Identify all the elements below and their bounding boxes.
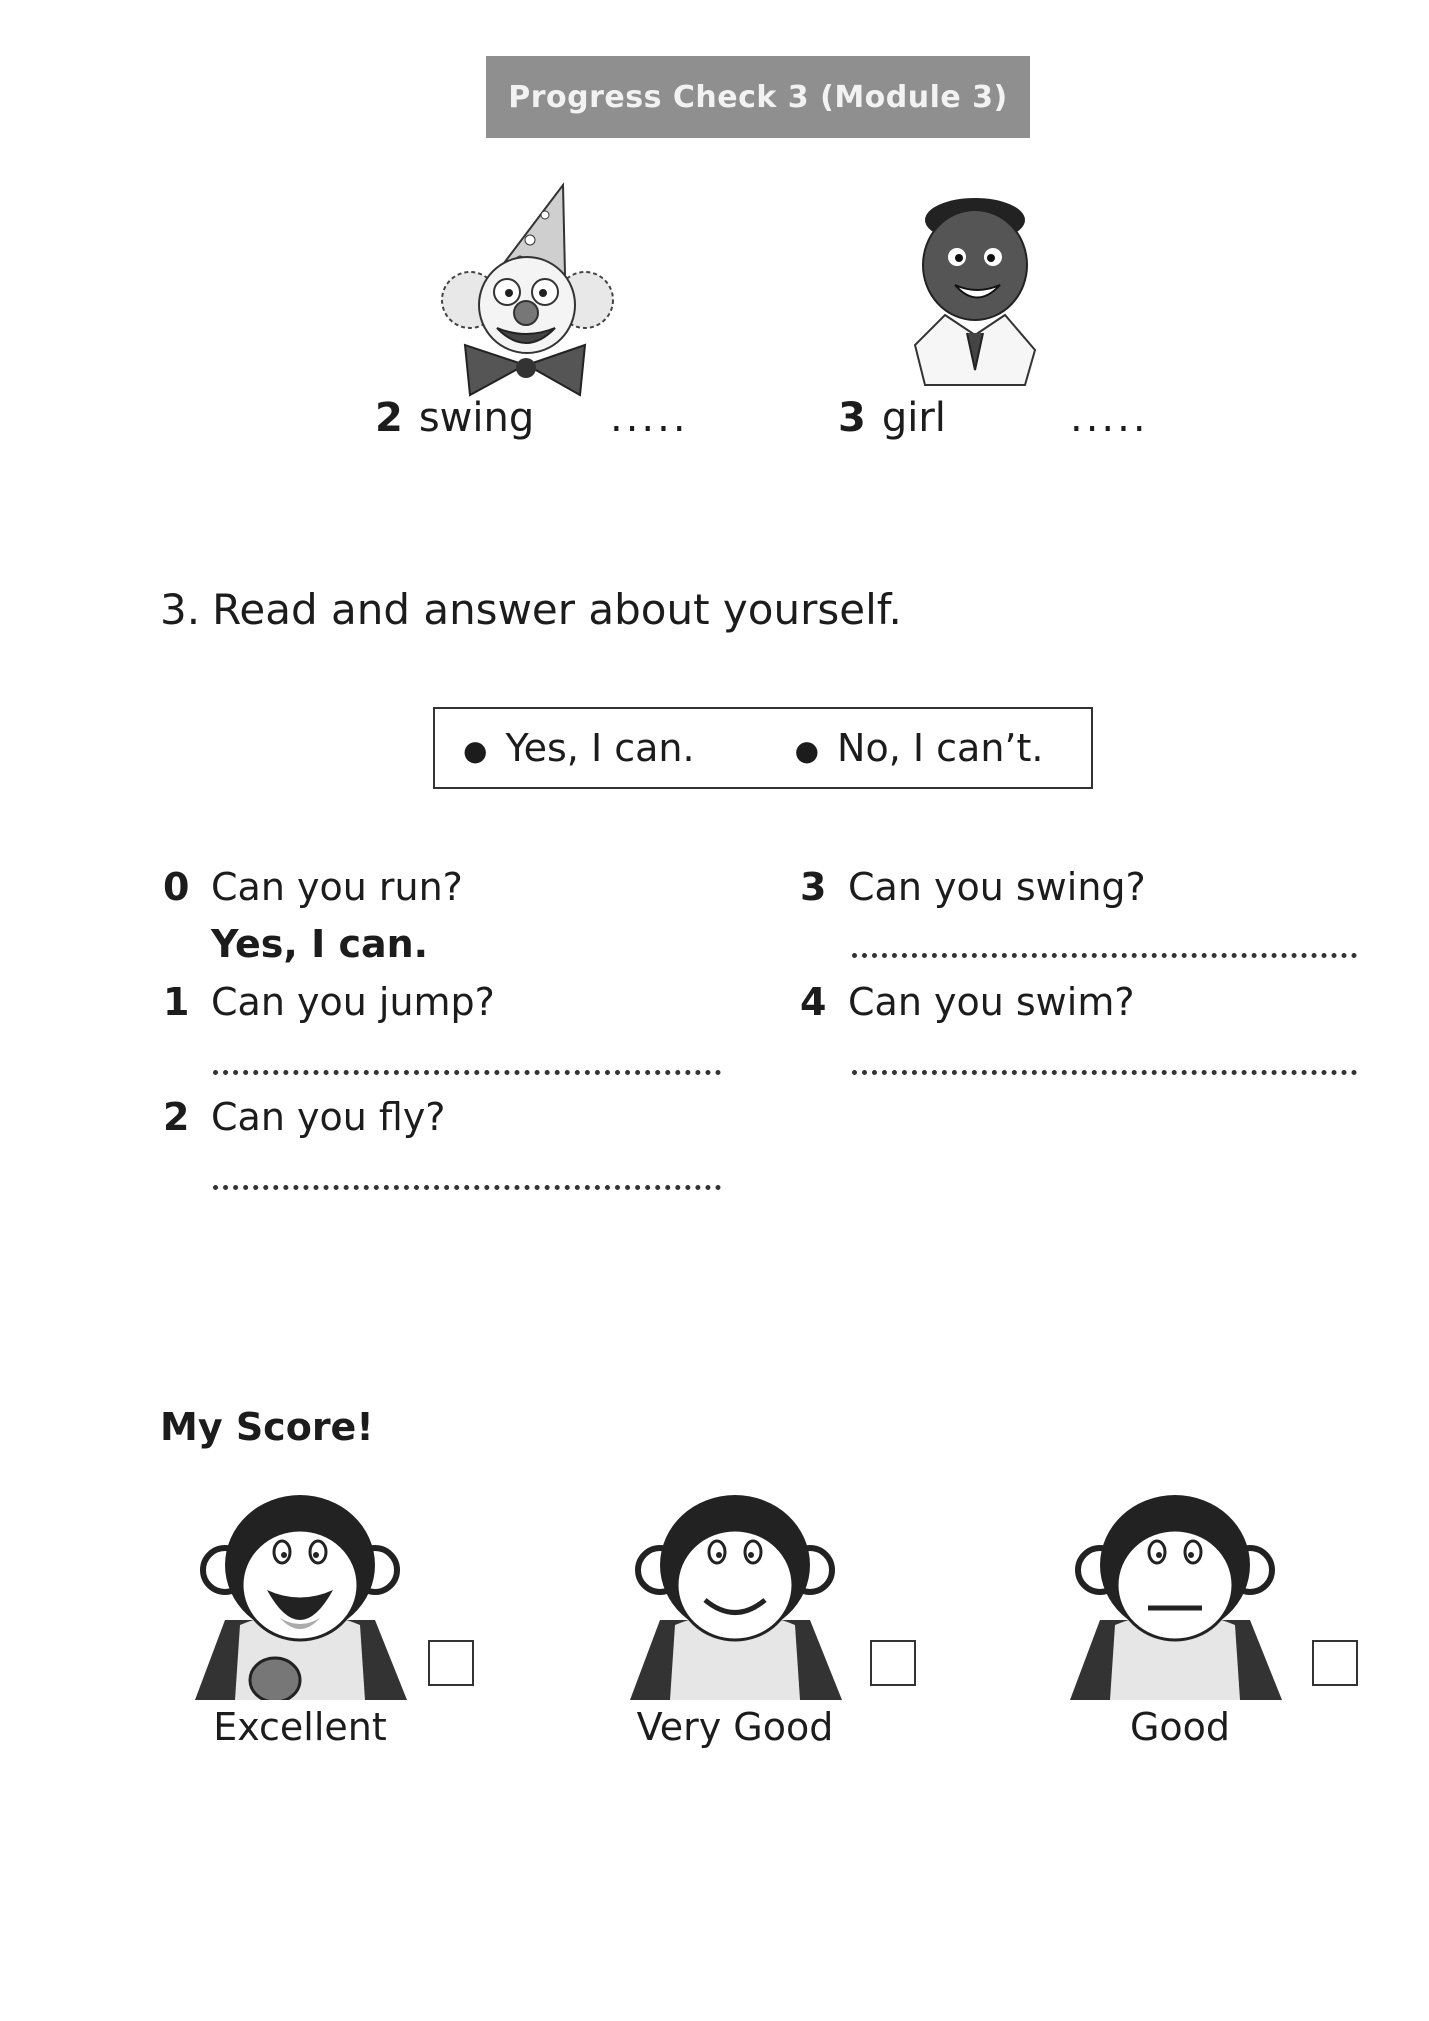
answer-option-no (795, 726, 1044, 770)
picture-answer-dots: ..... (1070, 395, 1149, 441)
score-checkbox-good[interactable] (1312, 1640, 1358, 1686)
question-number: 4 (800, 980, 827, 1024)
question-2-answer-line[interactable] (213, 1185, 721, 1190)
task-3-title (160, 585, 902, 634)
bullet-icon: ● (463, 734, 488, 767)
picture-label-girl (838, 395, 946, 441)
question-0 (163, 865, 463, 909)
question-text: Can you swim? (848, 980, 1135, 1024)
score-checkbox-very-good[interactable] (870, 1640, 916, 1686)
monkey-very-good-icon (620, 1490, 850, 1700)
question-number: 2 (163, 1095, 190, 1139)
question-4-answer-line[interactable] (852, 1070, 1357, 1075)
picture-number: 3 (838, 395, 866, 441)
question-text: Can you jump? (211, 980, 495, 1024)
question-text: Can you run? (211, 865, 463, 909)
question-1 (163, 980, 495, 1024)
task-number: 3. (160, 585, 201, 634)
question-3 (800, 865, 1146, 909)
answer-option-yes (463, 726, 695, 770)
header-title: Progress Check 3 (Module 3) (508, 79, 1008, 115)
score-label-very-good: Very Good (636, 1705, 834, 1749)
answer-option-text: Yes, I can. (505, 726, 695, 770)
picture-answer-dots: ..... (610, 395, 689, 441)
picture-word: swing (418, 395, 535, 441)
picture-word: girl (881, 395, 946, 441)
score-label-good: Good (1129, 1705, 1231, 1749)
answer-option-text: No, I can’t. (837, 726, 1044, 770)
picture-number: 2 (375, 395, 403, 441)
score-label-excellent: Excellent (213, 1705, 387, 1749)
question-1-answer-line[interactable] (213, 1070, 721, 1075)
progress-check-header (486, 56, 1030, 138)
question-text: Can you fly? (211, 1095, 446, 1139)
question-0-answer: Yes, I can. (211, 922, 429, 966)
picture-label-swing (375, 395, 534, 441)
task-instruction: Read and answer about yourself. (212, 585, 902, 634)
clown-icon (425, 180, 625, 400)
question-2 (163, 1095, 445, 1139)
question-4 (800, 980, 1135, 1024)
question-number: 0 (163, 865, 190, 909)
girl-icon (905, 185, 1055, 395)
score-checkbox-excellent[interactable] (428, 1640, 474, 1686)
question-number: 3 (800, 865, 827, 909)
question-3-answer-line[interactable] (852, 953, 1357, 958)
my-score-title: My Score! (160, 1405, 374, 1449)
monkey-good-icon (1060, 1490, 1290, 1700)
question-text: Can you swing? (848, 865, 1146, 909)
monkey-excellent-icon (185, 1490, 415, 1700)
question-number: 1 (163, 980, 190, 1024)
answer-options-box (433, 707, 1093, 789)
bullet-icon: ● (794, 734, 820, 767)
